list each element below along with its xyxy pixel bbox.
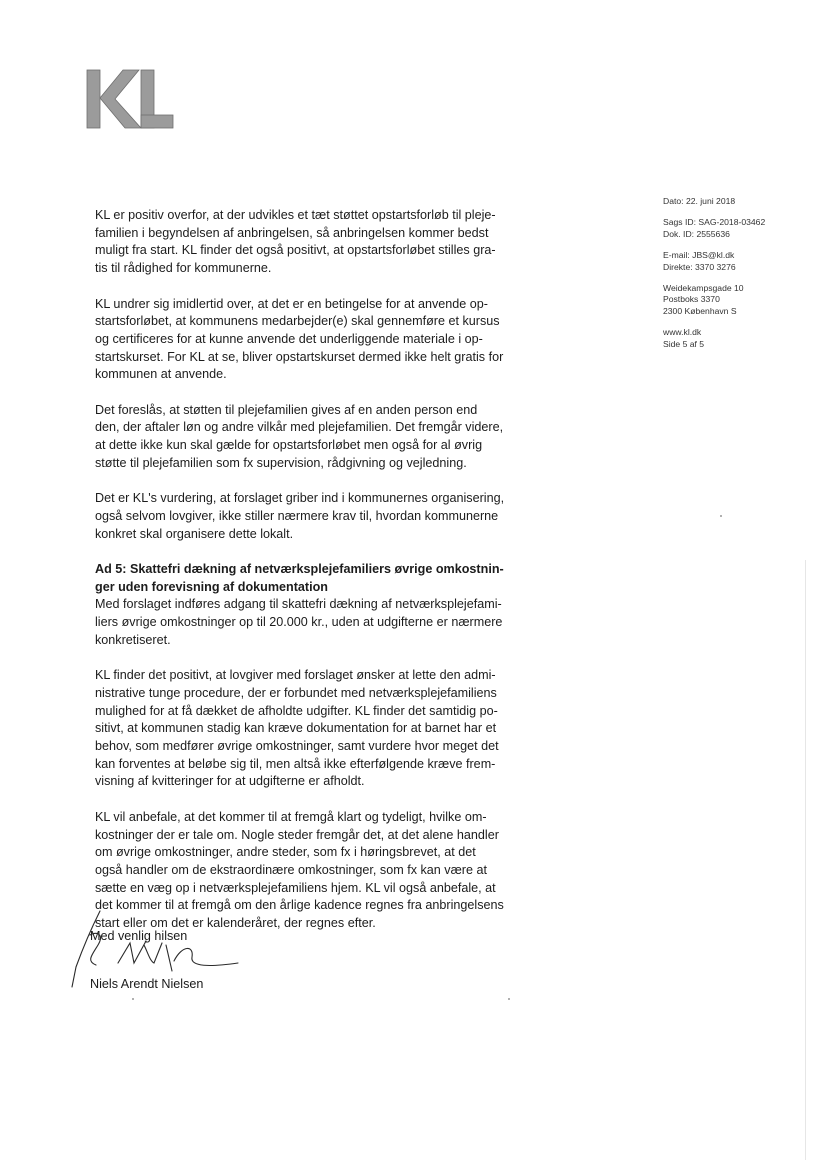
scan-speck <box>132 998 134 1000</box>
section-heading: ger uden forevisning af dokumentation <box>95 579 329 594</box>
text-line: den, der aftaler løn og andre vilkår med plejefamilien. Det fremgår videre, <box>95 420 504 435</box>
text-line: liers øvrige omkostninger op til 20.000 kr., uden at udgifterne er nærmere <box>95 615 503 630</box>
date-value: 22. juni 2018 <box>685 196 736 206</box>
text-line: KL undrer sig imidlertid over, at det er en betingelse for at anvende op- <box>95 296 488 311</box>
paragraph <box>95 402 555 473</box>
text-line: Det foreslås, at støtten til plejefamilien gives af en anden person end <box>95 402 478 417</box>
doc-id-value: 2555636 <box>696 228 730 239</box>
kl-logo <box>85 68 175 130</box>
case-id-value: SAG-2018-03462 <box>698 217 766 228</box>
address-line: 2300 København S <box>663 305 737 316</box>
paragraph <box>95 207 555 278</box>
text-line: visning af kvitteringer for at udgifterne er afholdt. <box>95 774 365 789</box>
text-line: startskurset. For KL at se, bliver opstartskurset dermed ikke helt gratis for <box>95 349 504 364</box>
date-line: Dato: 22. juni 2018 <box>663 196 736 206</box>
paragraph <box>95 490 555 543</box>
address-line: Weidekampsgade 10 <box>663 283 744 294</box>
text-line: også selvom lovgiver, ikke stiller nærmere krav til, hvordan kommunerne <box>95 508 499 523</box>
section-heading: Ad 5: Skattefri dækning af netværksplejefamiliers øvrige omkostnin- <box>95 562 504 576</box>
direct-line: Direkte: 3370 3276 <box>663 261 736 272</box>
closing-greeting: Med venlig hilsen <box>90 929 188 943</box>
signer-name: Niels Arendt Nielsen <box>90 977 204 991</box>
page-number: Side 5 af 5 <box>663 338 705 349</box>
website-link[interactable]: www.kl.dk <box>663 327 702 338</box>
text-line: støtte til plejefamilien som fx supervision, rådgivning og vejledning. <box>95 455 467 470</box>
doc-id-line: Dok. ID: 2555636 <box>663 228 730 239</box>
text-line: og certificeres for at kunne anvende det underliggende materiale i op- <box>95 331 483 346</box>
text-line: kommunen at anvende. <box>95 367 227 382</box>
text-line: om øvrige omkostninger, andre steder, som fx i høringsbrevet, at det <box>95 845 476 860</box>
text-line: KL vil anbefale, at det kommer til at fremgå klart og tydeligt, hvilke om- <box>95 809 487 824</box>
text-line: Med forslaget indføres adgang til skattefri dækning af netværksplejefami- <box>95 597 502 612</box>
email-value[interactable]: JBS@kl.dk <box>692 250 735 261</box>
text-line: KL er positiv overfor, at der udvikles et tæt støttet opstartsforløb til pleje- <box>95 208 496 222</box>
text-line: familien i begyndelsen af anbringelsen, så anbringelsen kommer bedst <box>95 225 489 240</box>
scan-speck <box>508 998 510 1000</box>
document-meta <box>663 196 813 360</box>
address-line: Postboks 3370 <box>663 294 720 305</box>
text-line: tis til rådighed for kommunerne. <box>95 261 272 276</box>
direct-phone-value: 3370 3276 <box>695 261 736 272</box>
scan-speck <box>720 515 722 517</box>
text-line: KL finder det positivt, at lovgiver med forslaget ønsker at lette den admi- <box>95 668 496 683</box>
paragraph <box>95 667 555 791</box>
text-line: behov, som medfører øvrige omkostninger, samt vurdere hvor meget det <box>95 739 499 754</box>
section-ad-5 <box>95 561 555 650</box>
paragraph <box>95 296 555 385</box>
case-id-line: Sags ID: SAG-2018-03462 <box>663 217 766 228</box>
email-line: E-mail: JBS@kl.dk <box>663 250 735 261</box>
text-line: muligt fra start. KL finder det også positivt, at opstartsforløbet stilles gra- <box>95 243 496 258</box>
text-line: sitivt, at kommunen stadig kan kræve dokumentation for at barnet har et <box>95 721 497 736</box>
text-line: det kommer til at fremgå om den årlige kadence regnes fra anbringelsens <box>95 898 504 913</box>
text-line: startsforløbet, at kommunens medarbejder(e) skal gennemføre et kursus <box>95 314 500 329</box>
text-line: kan forventes at beløbe sig til, men altså ikke efterfølgende kræve frem- <box>95 756 496 771</box>
text-line: konkret skal organisere dette lokalt. <box>95 526 294 541</box>
text-line: start eller om det er kalenderåret, der regnes efter. <box>95 916 376 931</box>
text-line: nistrative tunge procedure, der er forbundet med netværksplejefamiliens <box>95 685 497 700</box>
text-line: konkretiseret. <box>95 632 171 647</box>
text-line: kostninger der er tale om. Nogle steder fremgår det, at det alene handler <box>95 827 499 842</box>
letter-body <box>95 207 555 950</box>
text-line: Det er KL's vurdering, at forslaget griber ind i kommunernes organisering, <box>95 491 505 506</box>
scan-edge <box>805 560 806 1160</box>
text-line: mulighed for at få dækket de afholdte udgifter. KL finder det samtidig po- <box>95 703 498 718</box>
address-block <box>663 283 813 317</box>
text-line: også handler om de ekstraordinære omkostninger, som fx kan være at <box>95 862 487 877</box>
text-line: sætte en væg op i netværksplejefamiliens hjem. KL vil også anbefale, at <box>95 880 496 895</box>
text-line: at dette ikke kun skal gælde for opstartsforløbet men også for al øvrig <box>95 438 483 453</box>
